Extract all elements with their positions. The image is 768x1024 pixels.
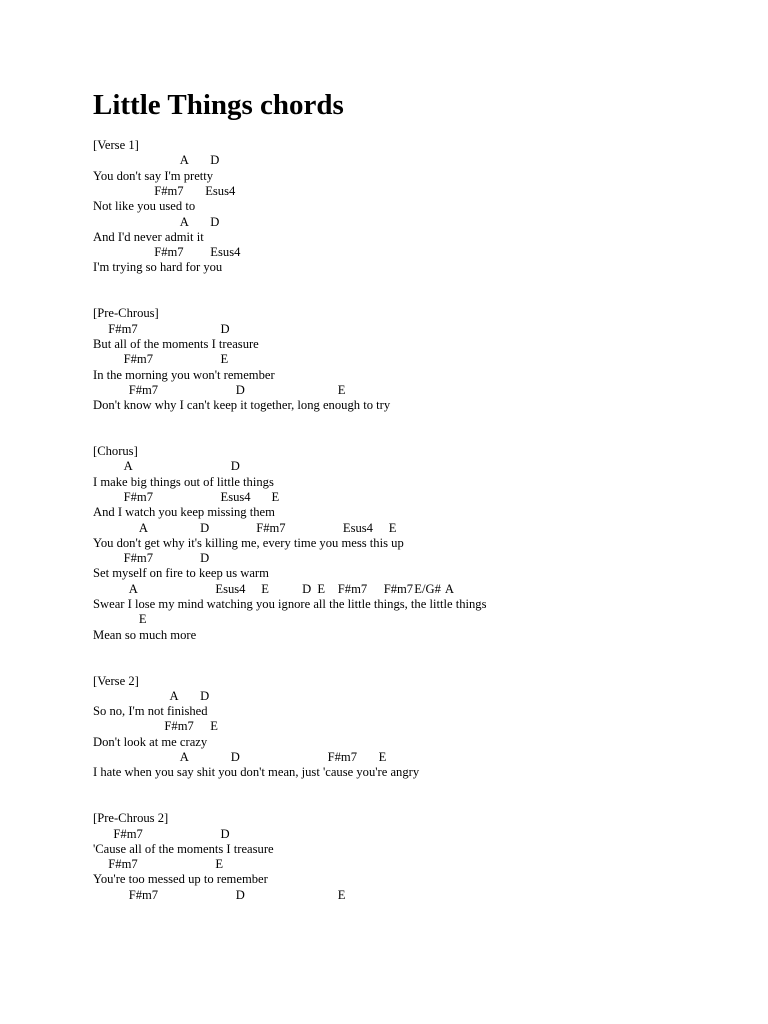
chord: F#m7 (256, 520, 286, 535)
chord: E (138, 612, 147, 627)
chord: E/G# (414, 581, 441, 596)
chord: D (200, 551, 210, 566)
section-header: [Verse 1] (93, 138, 139, 152)
chord: Esus4 (342, 520, 373, 535)
lyric-line: You're too messed up to remember (93, 872, 268, 887)
section-header: [Verse 2] (93, 673, 139, 688)
chord: A (169, 688, 179, 703)
lyric-line: Set myself on fire to keep us warm (93, 566, 269, 581)
chord-row (93, 750, 693, 765)
chord-row (93, 888, 693, 903)
chord: F#m7 (123, 489, 153, 504)
lyric-line: And I watch you keep missing them (93, 505, 275, 520)
lyric-line: Don't know why I can't keep it together, long enough to try (93, 398, 391, 413)
chord: Esus4 (210, 245, 241, 260)
chord: E (210, 719, 218, 734)
lyric-line: I'm trying so hard for you (93, 260, 223, 275)
chord: A (179, 214, 189, 229)
chord: D (200, 520, 210, 535)
chord-row (93, 153, 693, 168)
chord: F#m7 (123, 352, 153, 367)
lyric-line: You don't say I'm pretty (93, 168, 214, 183)
chord: F#m7 (154, 183, 184, 198)
chord-row (93, 582, 693, 597)
chord: F#m7 (383, 581, 414, 596)
lyric-line: 'Cause all of the moments I treasure (93, 841, 274, 856)
chord: F#m7 (327, 750, 357, 764)
chord: A (179, 153, 189, 168)
lyric-line: I make big things out of little things (93, 474, 274, 489)
lyric-line: But all of the moments I treasure (93, 336, 259, 351)
section-header: [Pre-Chrous 2] (93, 811, 169, 826)
lyric-line: In the morning you won't remember (93, 367, 275, 382)
chord-row (93, 184, 693, 199)
section-header: [Chorus] (93, 444, 138, 458)
chord: D (210, 214, 220, 229)
chord: D (220, 826, 230, 841)
chord: E (337, 887, 346, 902)
chord: F#m7 (154, 245, 184, 260)
song-title: Little Things chords (93, 89, 344, 121)
chord: E (215, 857, 224, 872)
lyric-line: Don't look at me crazy (93, 734, 208, 749)
chord: A (138, 520, 148, 535)
chord-row (93, 827, 693, 842)
chord-row (93, 490, 693, 505)
lyric-line: So no, I'm not finished (93, 704, 208, 719)
chord: D (230, 750, 240, 764)
chord: D (210, 153, 220, 168)
chord-row (93, 719, 693, 734)
chord-row (93, 215, 693, 230)
lyric-line: Not like you used to (93, 199, 196, 214)
chord: A (123, 459, 133, 474)
chord: F#m7 (108, 857, 138, 872)
chord: Esus4 (215, 581, 246, 596)
chord: A (179, 750, 189, 764)
chord: D (230, 459, 240, 474)
chord: F#m7 (123, 551, 153, 566)
chord: A (128, 581, 138, 596)
chord: F#m7 (128, 382, 159, 397)
chord-row (93, 383, 693, 398)
chord: D (235, 382, 245, 397)
chord: F#m7 (164, 719, 194, 734)
chord-row (93, 245, 693, 260)
chord: F#m7 (113, 826, 143, 841)
chord: A (444, 581, 454, 596)
chord: F#m7 (128, 887, 159, 902)
chord: D (235, 887, 245, 902)
chord: E (271, 489, 280, 504)
chord-row (93, 322, 693, 337)
lyric-line: Swear I lose my mind watching you ignore all the little things, the little things (93, 597, 487, 611)
chord-row (93, 857, 693, 872)
chord: E (378, 750, 387, 764)
chord: E (388, 520, 397, 535)
chord: F#m7 (108, 321, 138, 336)
lyric-line: And I'd never admit it (93, 229, 204, 244)
chord: F#m7 (337, 581, 368, 596)
chord-row (93, 689, 693, 704)
section-header: [Pre-Chrous] (93, 306, 159, 321)
chord: E (261, 581, 269, 596)
chord-row (93, 459, 693, 474)
lyric-line: You don't get why it's killing me, every time you mess this up (93, 535, 404, 550)
chord: Esus4 (205, 183, 236, 198)
chord: E (317, 581, 326, 596)
chord: Esus4 (220, 489, 251, 504)
chord: D (302, 581, 312, 596)
chord-row (93, 352, 693, 367)
chord: E (337, 382, 346, 397)
chord: E (220, 352, 229, 367)
lyric-line: I hate when you say shit you don't mean, just 'cause you're angry (93, 765, 420, 780)
lyric-line: Mean so much more (93, 627, 197, 642)
chord-row (93, 521, 693, 536)
chord: D (220, 321, 230, 336)
chord-row (93, 612, 693, 627)
chord: D (200, 688, 210, 703)
chord-row (93, 551, 693, 566)
